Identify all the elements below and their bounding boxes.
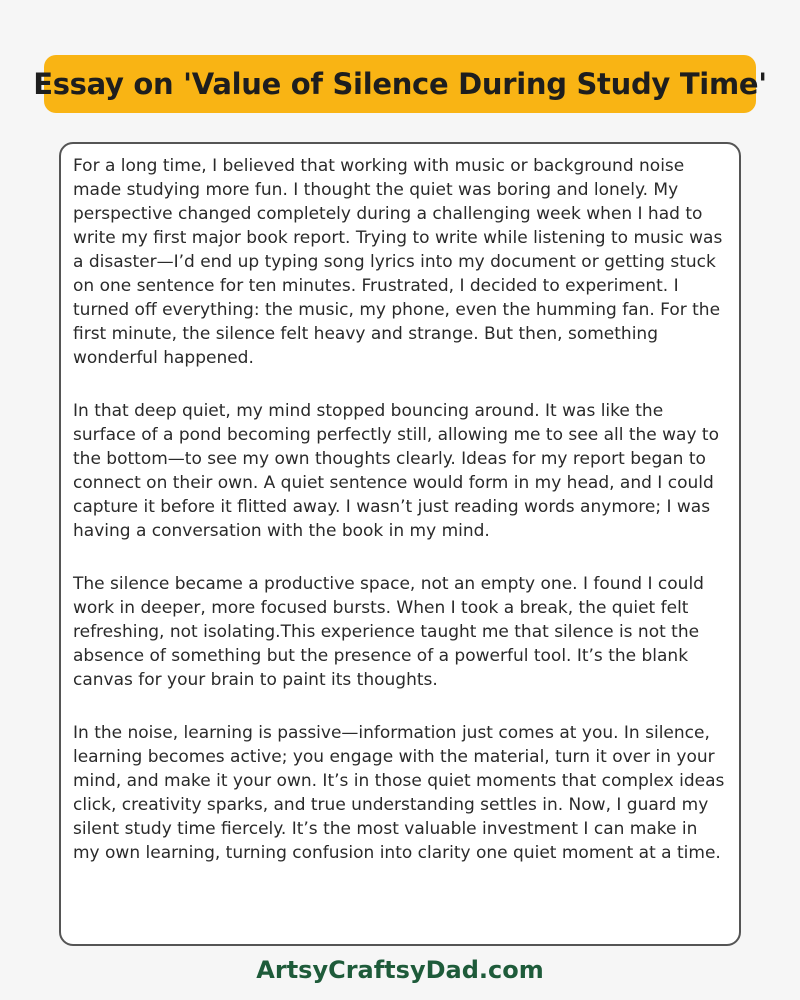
- essay-paragraph-4: In the noise, learning is passive—information just comes at you. In silence, learning becomes active; you engage with the material, turn it over in your mind, and make it your own. It’s in those quiet moments that complex ideas click, creativity sparks, and true understanding settles in. Now, I guard my silent study time fiercely. It’s the most valuable investment I can make in my own learning, turning confusion into clarity one quiet moment at a time.: [73, 723, 725, 863]
- essay-paragraph-2: In that deep quiet, my mind stopped bouncing around. It was like the surface of a pond becoming perfectly still, allowing me to see all the way to the bottom—to see my own thoughts clearly. Ideas for my report began to connect on their own. A quiet sentence would form in my head, and I could capture it before it flitted away. I wasn’t just reading words anymore; I was having a conversation with the book in my mind.: [73, 401, 719, 541]
- essay-card: [59, 142, 741, 946]
- essay-paragraph-3: The silence became a productive space, not an empty one. I found I could work in deeper, more focused bursts. When I took a break, the quiet felt refreshing, not isolating.This experience taught me that silence is not the absence of something but the presence of a powerful tool. It’s the blank canvas for your brain to paint its thoughts.: [73, 574, 704, 690]
- page-title: Essay on 'Value of Silence During Study Time': [33, 67, 767, 101]
- essay-paragraph-1: For a long time, I believed that working with music or background noise made studying more fun. I thought the quiet was boring and lonely. My perspective changed completely during a challenging week when I had to write my first major book report. Trying to write while listening to music was a disaster—I’d end up typing song lyrics into my document or getting stuck on one sentence for ten minutes. Frustrated, I decided to experiment. I turned off everything: the music, my phone, even the humming fan. For the first minute, the silence felt heavy and strange. But then, something wonderful happened.: [73, 156, 723, 368]
- title-banner: [33, 55, 767, 113]
- footer-site-name: ArtsyCraftsyDad.com: [256, 956, 544, 984]
